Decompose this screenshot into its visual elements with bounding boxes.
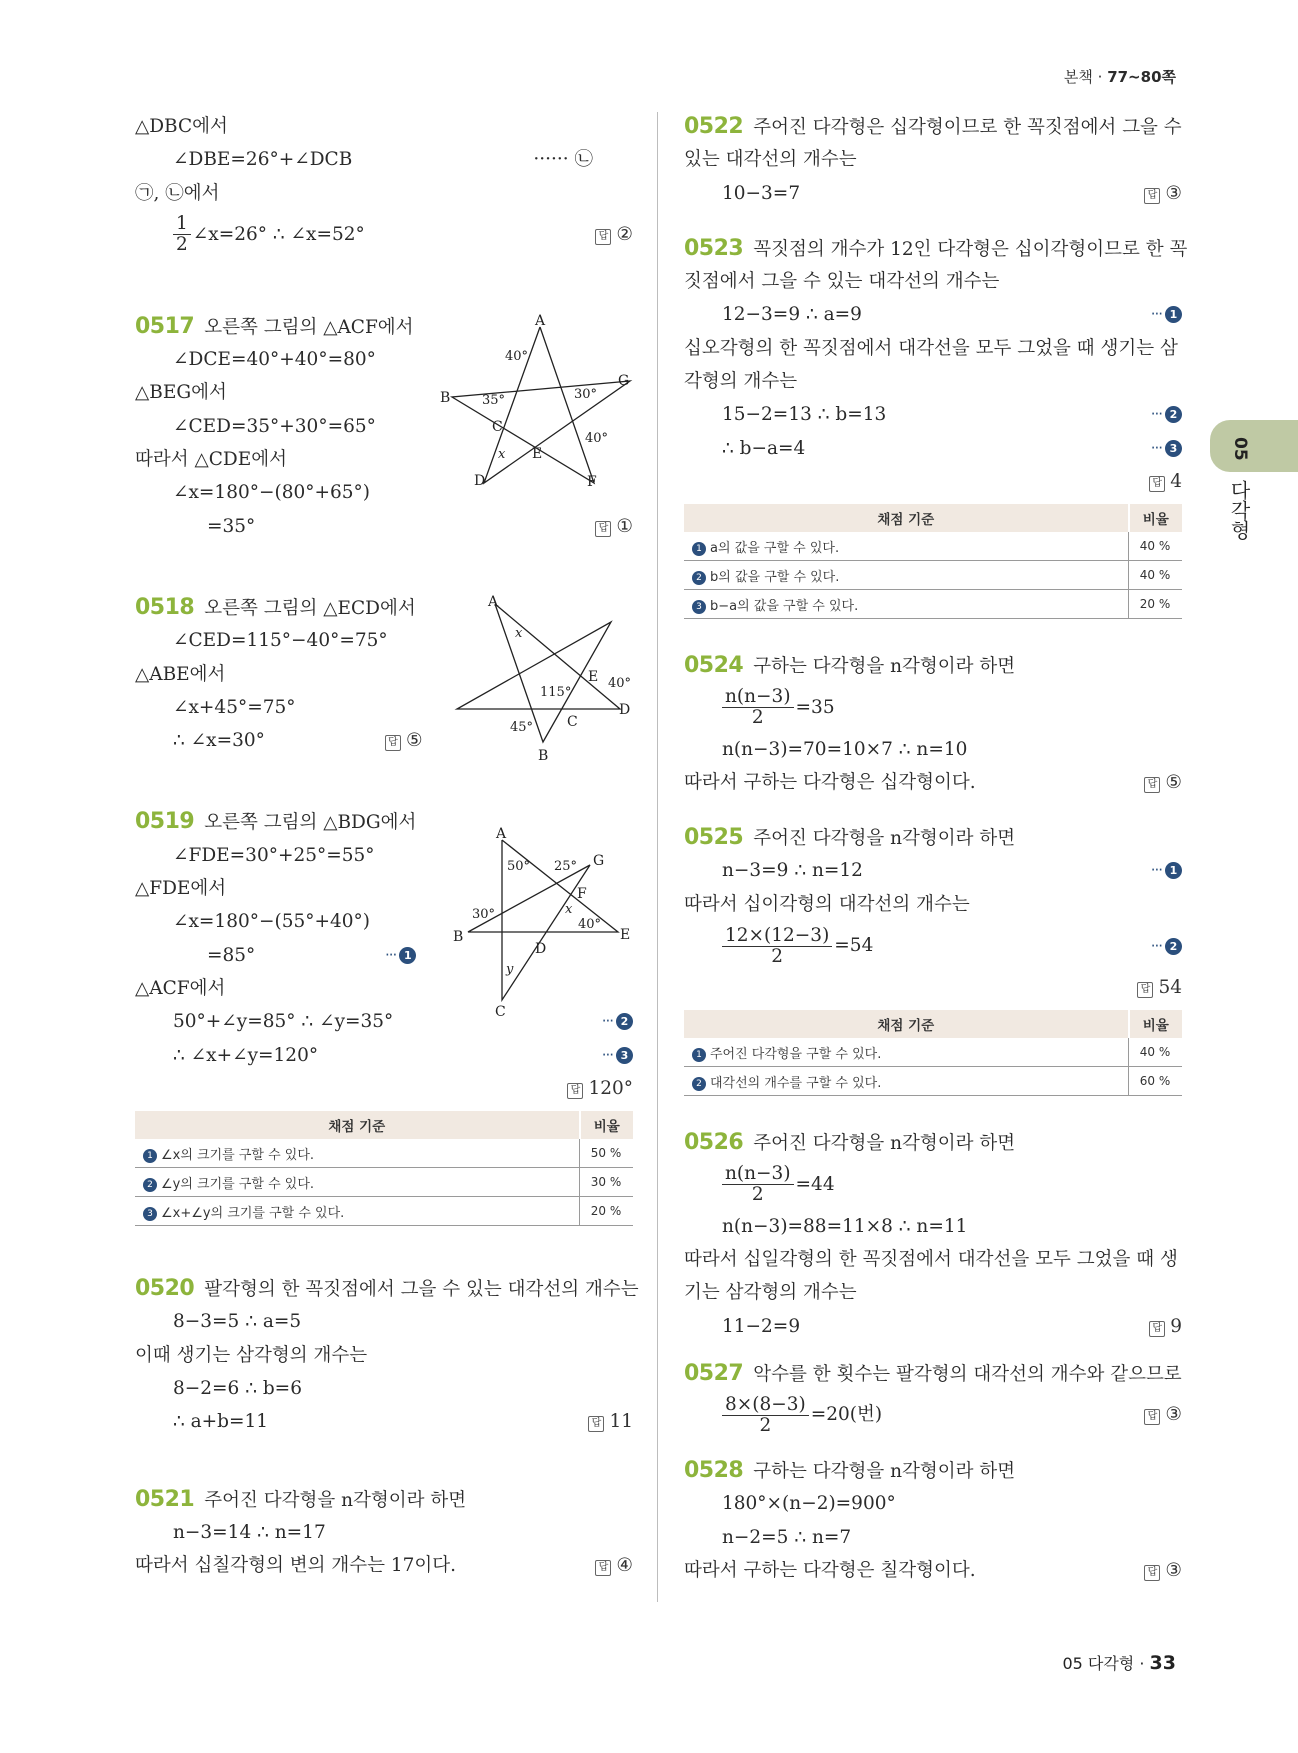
answer	[588, 1405, 633, 1438]
answer-value: ⑤	[406, 730, 423, 752]
answer	[595, 1549, 633, 1582]
fraction-num: 1	[173, 214, 191, 235]
footer-chapter: 05 다각형	[1062, 1654, 1135, 1673]
step-1-icon: 1	[692, 1048, 706, 1062]
answer-value: ①	[616, 515, 633, 537]
angle-label: 30°	[472, 907, 496, 922]
problem-0526	[684, 1126, 1182, 1159]
text-line	[684, 1310, 1182, 1343]
equation: 11−2=9	[722, 1315, 801, 1337]
answer-icon: 답	[1149, 1321, 1165, 1337]
text-line: 따라서 십이각형의 대각선의 개수는	[684, 893, 970, 915]
text-line	[135, 1072, 633, 1105]
text: 구하는 다각형을 n각형이라 하면	[753, 656, 1016, 678]
text-line: △ABE에서	[135, 663, 226, 685]
text-line: ∠x+45°=75°	[173, 696, 296, 718]
answer	[595, 510, 633, 543]
text-line	[684, 177, 1182, 210]
answer-icon: 답	[385, 735, 401, 751]
equation: n−3=9 ∴ n=12	[722, 860, 863, 882]
problem-number: 0517	[135, 313, 195, 339]
ratio: 40 %	[1129, 561, 1183, 590]
text-line: ∠CED=115°−40°=75°	[173, 630, 388, 652]
answer-icon: 답	[1144, 1409, 1160, 1425]
answer-value: 9	[1170, 1315, 1182, 1337]
text-line: n(n−3)=88=11×8 ∴ n=11	[722, 1215, 968, 1237]
table-row	[684, 1038, 1182, 1067]
answer	[1137, 971, 1182, 1004]
equation: =20(번)	[810, 1404, 883, 1426]
text-line	[684, 1390, 1182, 1440]
answer-icon: 답	[1144, 777, 1160, 793]
text-line: ㉠, ㉡에서	[135, 182, 220, 204]
answer-value: 120°	[588, 1077, 633, 1099]
angle-label: x	[498, 447, 506, 462]
problem-number: 0520	[135, 1276, 195, 1302]
answer	[1149, 465, 1182, 498]
equation: ∴ ∠x+∠y=120°	[173, 1044, 319, 1066]
figure-0517-star	[440, 315, 640, 490]
answer-value: ②	[616, 223, 633, 245]
answer-icon: 답	[1144, 1565, 1160, 1581]
header-sep: ·	[1097, 68, 1103, 86]
text-line	[684, 683, 1182, 733]
step-2-icon: 2	[143, 1178, 157, 1192]
problem-number: 0527	[684, 1360, 744, 1386]
text-line	[684, 465, 1182, 498]
text-line	[135, 1005, 633, 1038]
text: 따라서 십칠각형의 변의 개수는 17이다.	[135, 1555, 457, 1577]
answer	[1144, 177, 1182, 210]
arrow-dots-icon: ···	[385, 945, 397, 964]
step-1-icon: 1	[692, 542, 706, 556]
step-marker-3	[602, 1039, 633, 1072]
vertex-label: C	[495, 1004, 506, 1020]
step-marker-2	[1151, 921, 1182, 971]
vertex-label: E	[532, 446, 543, 462]
text: 주어진 다각형을 n각형이라 하면	[753, 828, 1016, 850]
text-line: ∠DCE=40°+40°=80°	[173, 349, 376, 371]
page-footer	[1062, 1651, 1176, 1674]
text: 오른쪽 그림의 △BDG에서	[204, 812, 417, 834]
fraction-num: n(n−3)	[722, 687, 794, 708]
answer-value: ③	[1165, 182, 1182, 204]
table-row	[135, 1168, 633, 1197]
grading-table	[684, 1010, 1182, 1096]
text-line: 180°×(n−2)=900°	[722, 1493, 896, 1515]
equation: =35°	[207, 515, 256, 537]
text-line: ∠x=180°−(55°+40°)	[173, 911, 371, 933]
fraction-den: 2	[176, 234, 188, 256]
arrow-dots-icon: ···	[1150, 937, 1162, 956]
text-line: ∠FDE=30°+25°=55°	[173, 844, 375, 866]
ratio: 20 %	[580, 1197, 634, 1226]
angle-label: 25°	[554, 859, 578, 874]
text-line: n−2=5 ∴ n=7	[722, 1526, 852, 1548]
text: 오른쪽 그림의 △ECD에서	[204, 597, 416, 619]
criterion: ∠y의 크기를 구할 수 있다.	[161, 1176, 315, 1192]
text-line: 기는 삼각형의 개수는	[684, 1282, 857, 1304]
vertex-label: G	[618, 373, 630, 389]
vertex-label: B	[453, 929, 464, 945]
text-line: △FDE에서	[135, 878, 227, 900]
arrow-dots-icon: ···	[1150, 861, 1162, 880]
angle-label: 35°	[482, 393, 506, 408]
problem-0521	[135, 1483, 633, 1516]
answer	[595, 210, 633, 260]
criterion: 주어진 다각형을 구할 수 있다.	[710, 1046, 882, 1062]
grading-table	[135, 1111, 633, 1226]
vertex-label: A	[535, 313, 546, 329]
fraction-num: n(n−3)	[722, 1164, 794, 1185]
text-line	[684, 1554, 1182, 1587]
text-line: 따라서 십일각형의 한 꼭짓점에서 대각선을 모두 그었을 때 생	[684, 1248, 1178, 1270]
answer	[385, 724, 423, 757]
header-pages: 77~80쪽	[1107, 68, 1176, 86]
fraction	[722, 1395, 809, 1436]
angle-label: 40°	[608, 676, 632, 691]
answer-value: 4	[1170, 470, 1182, 492]
angle-label: x	[515, 626, 523, 641]
text: 따라서 구하는 다각형은 칠각형이다.	[684, 1560, 976, 1582]
criterion: b−a의 값을 구할 수 있다.	[710, 598, 859, 614]
column-divider	[657, 112, 658, 1602]
table-row	[684, 590, 1182, 619]
answer	[1149, 1310, 1182, 1343]
table-header: 비율	[1129, 1010, 1183, 1038]
vertex-label: F	[577, 886, 587, 902]
text-line: n−3=14 ∴ n=17	[173, 1521, 326, 1543]
header-book: 본책	[1063, 68, 1093, 86]
text-line	[684, 921, 1182, 971]
fraction-den: 2	[771, 945, 784, 967]
step-2-icon: 2	[692, 571, 706, 585]
page-number: 33	[1149, 1652, 1176, 1674]
ratio: 40 %	[1129, 532, 1183, 561]
equation: ∠DBE=26°+∠DCB	[173, 149, 353, 171]
problem-number: 0519	[135, 809, 195, 835]
answer-value: 11	[609, 1411, 633, 1433]
chapter-tab-number: 05	[1230, 437, 1250, 461]
step-marker-1	[1151, 298, 1182, 331]
table-row	[135, 1139, 633, 1168]
step-1-icon: 1	[143, 1149, 157, 1163]
text-line: △BEG에서	[135, 382, 227, 404]
vertex-label: C	[567, 714, 578, 730]
text-line: 따라서 △CDE에서	[135, 449, 287, 471]
step-marker-2	[1151, 398, 1182, 431]
step-marker-1	[1151, 854, 1182, 887]
answer-icon: 답	[595, 1560, 611, 1576]
fraction-den: 2	[751, 1184, 764, 1206]
text-line	[684, 298, 1182, 331]
answer-value: ④	[616, 1555, 633, 1577]
step-3-icon: 3	[143, 1207, 157, 1221]
angle-label: 40°	[505, 349, 529, 364]
step-3-icon: 3	[1165, 440, 1182, 457]
table-header: 채점 기준	[135, 1111, 580, 1139]
right-column	[684, 110, 1188, 1587]
table-header: 비율	[580, 1111, 634, 1139]
answer-icon: 답	[1149, 476, 1165, 492]
problem-number: 0528	[684, 1458, 744, 1484]
problem-0522	[684, 110, 1182, 143]
ratio: 20 %	[1129, 590, 1183, 619]
step-2-icon: 2	[1165, 406, 1182, 423]
step-1-icon: 1	[1165, 306, 1182, 323]
figure-0519-star	[450, 825, 640, 1020]
chapter-tab[interactable]	[1210, 420, 1298, 472]
text-line: 있는 대각선의 개수는	[684, 149, 857, 171]
fraction	[173, 214, 191, 255]
problem-number: 0525	[684, 825, 744, 851]
vertex-label: D	[535, 941, 547, 957]
step-2-icon: 2	[616, 1013, 633, 1030]
text: 팔각형의 한 꼭짓점에서 그을 수 있는 대각선의 개수는	[204, 1279, 639, 1301]
problem-number: 0522	[684, 114, 744, 139]
angle-label: 115°	[540, 685, 572, 700]
step-3-icon: 3	[616, 1047, 633, 1064]
table-header: 채점 기준	[684, 504, 1129, 532]
text-line: 8−3=5 ∴ a=5	[173, 1311, 302, 1333]
criterion: a의 값을 구할 수 있다.	[710, 540, 840, 556]
fraction-num: 8×(8−3)	[722, 1395, 809, 1416]
problem-0523	[684, 232, 1188, 265]
equation: ∴ ∠x=30°	[173, 730, 265, 752]
arrow-dots-icon: ···	[1150, 438, 1162, 457]
text-line	[135, 143, 633, 176]
answer	[1144, 1554, 1182, 1587]
equation: ∴ a+b=11	[173, 1411, 269, 1433]
text-line: 8−2=6 ∴ b=6	[173, 1378, 302, 1400]
equation: =85°	[207, 944, 256, 966]
fraction	[722, 926, 832, 967]
figure-0518-star	[455, 592, 635, 767]
arrow-dots-icon: ···	[1150, 305, 1162, 324]
fraction	[722, 687, 794, 728]
text-line: 각형의 개수는	[684, 371, 798, 393]
vertex-label: D	[474, 473, 486, 489]
criterion: ∠x의 크기를 구할 수 있다.	[161, 1147, 315, 1163]
text-line: △ACF에서	[135, 977, 226, 999]
marker-b: ······ ㉡	[533, 149, 593, 171]
problem-0524	[684, 649, 1182, 682]
equation: 50°+∠y=85° ∴ ∠y=35°	[173, 1011, 394, 1033]
table-row	[684, 1067, 1182, 1096]
fraction-den: 2	[759, 1414, 772, 1436]
text-line	[135, 210, 633, 260]
step-1-icon: 1	[1165, 862, 1182, 879]
step-1-icon: 1	[399, 947, 416, 964]
equation: ∴ b−a=4	[722, 437, 806, 459]
text-line	[684, 1160, 1182, 1210]
text-line: ∠CED=35°+30°=65°	[173, 415, 376, 437]
text: 악수를 한 횟수는 팔각형의 대각선의 개수와 같으므로	[753, 1363, 1182, 1385]
chapter-tab-title: 다각형	[1227, 480, 1251, 540]
answer-icon: 답	[595, 229, 611, 245]
vertex-label: G	[593, 853, 605, 869]
angle-label: 40°	[585, 431, 609, 446]
equation: =35	[795, 696, 835, 718]
equation: =44	[795, 1173, 835, 1195]
angle-label: 45°	[510, 720, 534, 735]
vertex-label: A	[496, 826, 507, 842]
vertex-label: E	[620, 927, 631, 943]
fraction-den: 2	[751, 707, 764, 729]
text: 꼭짓점의 개수가 12인 다각형은 십이각형이므로 한 꼭	[753, 238, 1188, 260]
answer-icon: 답	[1144, 188, 1160, 204]
equation: ∠x=26° ∴ ∠x=52°	[192, 223, 365, 245]
text: 주어진 다각형을 n각형이라 하면	[753, 1133, 1016, 1155]
ratio: 50 %	[580, 1139, 634, 1168]
grading-table	[684, 504, 1182, 619]
text: 구하는 다각형을 n각형이라 하면	[753, 1461, 1016, 1483]
ratio: 60 %	[1129, 1067, 1183, 1096]
text: 주어진 다각형은 십각형이므로 한 꼭짓점에서 그을 수	[753, 117, 1182, 138]
step-marker-3	[1151, 432, 1182, 465]
fraction-num: 12×(12−3)	[722, 926, 832, 947]
fraction	[722, 1164, 794, 1205]
text-line: △DBC에서	[135, 116, 228, 137]
angle-label: 30°	[574, 387, 598, 402]
page-header	[1064, 66, 1176, 87]
step-marker-2	[602, 1005, 633, 1038]
footer-sep: ·	[1139, 1654, 1145, 1673]
answer-icon: 답	[595, 521, 611, 537]
answer-icon: 답	[588, 1416, 604, 1432]
text-line	[135, 1039, 633, 1072]
criterion: 대각선의 개수를 구할 수 있다.	[710, 1075, 882, 1091]
step-marker-1	[385, 939, 416, 972]
table-header: 채점 기준	[684, 1010, 1129, 1038]
text-line	[684, 398, 1182, 431]
answer-value: ③	[1165, 1560, 1182, 1582]
answer-value: ⑤	[1165, 771, 1182, 793]
answer	[1144, 766, 1182, 799]
criterion: ∠x+∠y의 크기를 구할 수 있다.	[161, 1205, 345, 1221]
table-row	[684, 561, 1182, 590]
text-line: 십오각형의 한 꼭짓점에서 대각선을 모두 그었을 때 생기는 삼	[684, 337, 1178, 359]
vertex-label: F	[587, 474, 597, 490]
problem-number: 0526	[684, 1130, 744, 1156]
arrow-dots-icon: ···	[601, 1012, 613, 1031]
text-line	[135, 1405, 633, 1438]
answer-value: 54	[1158, 977, 1182, 999]
vertex-label: B	[440, 390, 451, 406]
arrow-dots-icon: ···	[1150, 405, 1162, 424]
equation: 15−2=13 ∴ b=13	[722, 404, 887, 426]
text-line: ∠x=180°−(80°+65°)	[173, 482, 371, 504]
answer-icon: 답	[567, 1083, 583, 1099]
problem-number: 0523	[684, 235, 744, 261]
angle-label: 50°	[507, 859, 531, 874]
problem-number: 0521	[135, 1486, 195, 1512]
vertex-label: D	[619, 702, 631, 718]
equation: 10−3=7	[722, 182, 801, 204]
step-3-icon: 3	[692, 600, 706, 614]
problem-0528	[684, 1454, 1182, 1487]
answer-value: ③	[1165, 1404, 1182, 1426]
vertex-label: A	[488, 594, 499, 610]
step-2-icon: 2	[692, 1077, 706, 1091]
angle-label: y	[506, 962, 514, 977]
problem-number: 0524	[684, 653, 744, 679]
text-line	[684, 432, 1182, 465]
vertex-label: C	[492, 419, 503, 435]
text-line: 이때 생기는 삼각형의 개수는	[135, 1344, 368, 1366]
problem-number: 0518	[135, 594, 195, 620]
text-line	[684, 766, 1182, 799]
problem-0527	[684, 1357, 1182, 1390]
problem-0520	[135, 1272, 639, 1305]
answer	[567, 1072, 633, 1105]
text-line: 짓점에서 그을 수 있는 대각선의 개수는	[684, 271, 1000, 293]
ratio: 40 %	[1129, 1038, 1183, 1067]
answer-icon: 답	[1137, 982, 1153, 998]
angle-label: 40°	[578, 917, 602, 932]
text: 따라서 구하는 다각형은 십각형이다.	[684, 771, 976, 793]
table-row	[135, 1197, 633, 1226]
table-row	[684, 532, 1182, 561]
equation: 12−3=9 ∴ a=9	[722, 304, 862, 326]
arrow-dots-icon: ···	[601, 1045, 613, 1064]
ratio: 30 %	[580, 1168, 634, 1197]
table-header: 비율	[1129, 504, 1183, 532]
text-line	[684, 971, 1182, 1004]
step-2-icon: 2	[1165, 938, 1182, 955]
criterion: b의 값을 구할 수 있다.	[710, 569, 840, 585]
problem-0525	[684, 821, 1182, 854]
text-line	[684, 854, 1182, 887]
angle-label: x	[565, 902, 573, 917]
text-line	[135, 1549, 633, 1582]
equation: =54	[834, 935, 874, 957]
text-line: n(n−3)=70=10×7 ∴ n=10	[722, 738, 968, 760]
text: 주어진 다각형을 n각형이라 하면	[204, 1489, 467, 1511]
answer	[1144, 1390, 1182, 1440]
vertex-label: E	[588, 669, 599, 685]
text: 오른쪽 그림의 △ACF에서	[204, 316, 414, 338]
vertex-label: B	[538, 748, 549, 764]
text-line	[135, 510, 633, 543]
